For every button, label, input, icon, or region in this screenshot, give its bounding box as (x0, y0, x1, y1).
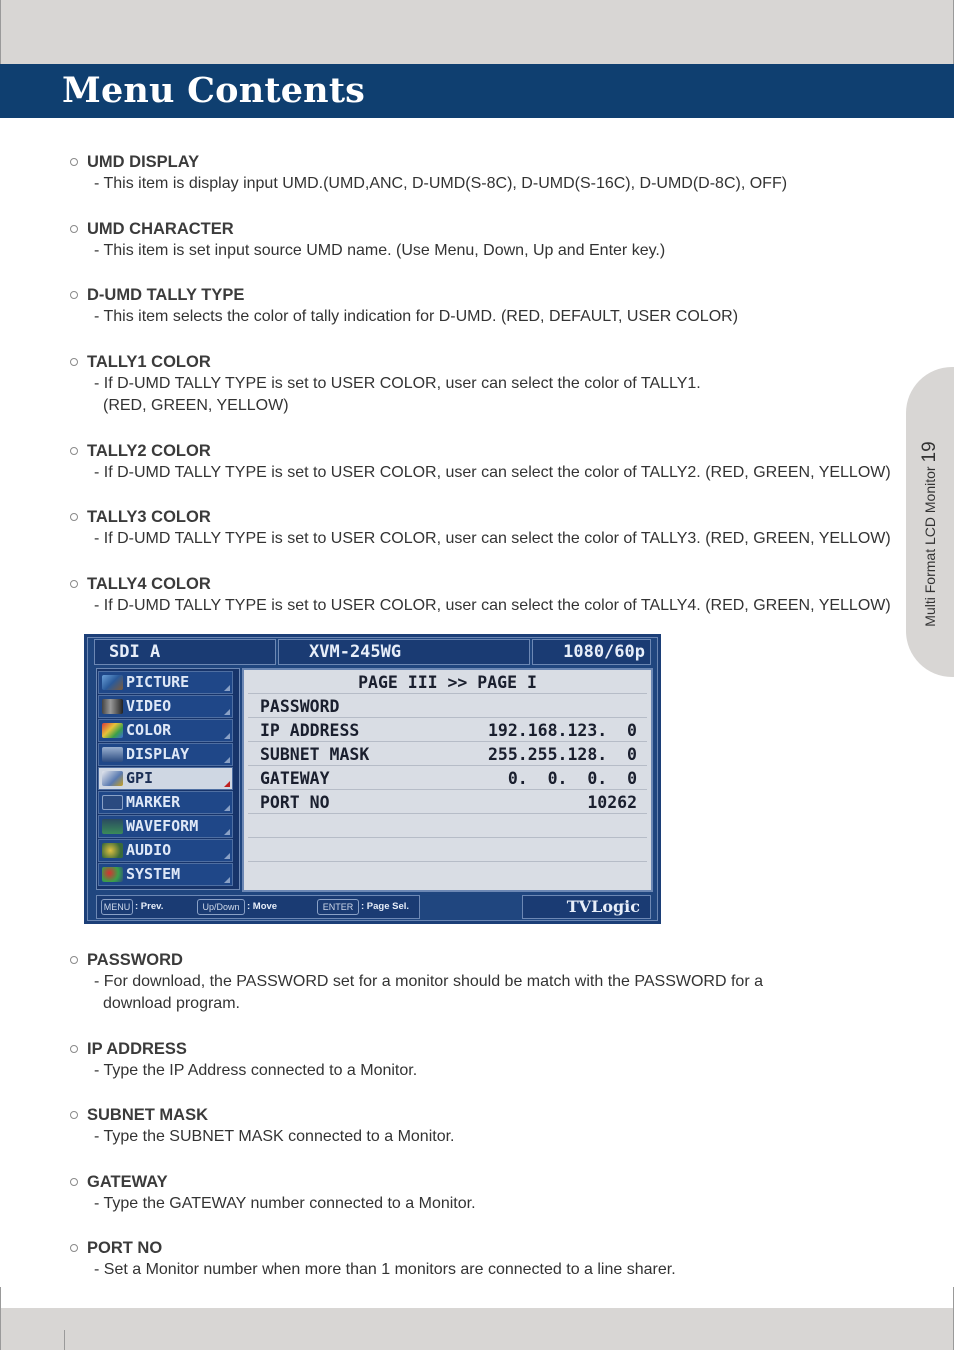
bullet-icon (70, 1045, 78, 1053)
menu-item-umd-display (70, 151, 787, 195)
submenu-arrow-icon (224, 877, 230, 883)
osd-row-port-no[interactable] (248, 791, 647, 814)
submenu-arrow-icon (224, 829, 230, 835)
osd-menu-display[interactable] (98, 743, 233, 766)
bottom-margin-band (0, 1308, 954, 1350)
submenu-arrow-icon (224, 709, 230, 715)
system-icon (102, 867, 123, 882)
submenu-arrow-icon (224, 733, 230, 739)
item-title-text: IP ADDRESS (87, 1040, 187, 1058)
osd-menu-label: GPI (126, 769, 154, 787)
menu-key: MENU (101, 899, 133, 915)
product-name: Multi Format LCD Monitor (922, 466, 938, 627)
osd-menu-label: VIDEO (126, 697, 172, 715)
bullet-icon (70, 158, 78, 166)
color-icon (102, 723, 123, 738)
waveform-icon (102, 819, 123, 834)
bullet-icon (70, 447, 78, 455)
osd-menu-label: PICTURE (126, 673, 190, 691)
item-title (70, 1171, 476, 1193)
submenu-arrow-icon (224, 781, 230, 787)
bullet-icon (70, 1244, 78, 1252)
enter-key-label: : Page Sel. (361, 901, 410, 912)
item-title (70, 949, 763, 971)
bullet-icon (70, 956, 78, 964)
item-description: - This item selects the color of tally indication for D-UMD. (RED, DEFAULT, USER COLOR) (94, 308, 739, 325)
page-number: 19 (919, 441, 940, 463)
item-description: - Set a Monitor number when more than 1 monitors are connected to a line sharer. (94, 1261, 676, 1278)
item-title (70, 1104, 454, 1126)
gpi-icon (102, 771, 123, 786)
item-title (70, 440, 891, 462)
osd-format-text: 1080/60p (563, 642, 645, 662)
display-icon (102, 747, 123, 762)
item-title-text: SUBNET MASK (87, 1106, 209, 1124)
osd-row-empty (248, 815, 647, 838)
item-title (70, 151, 787, 173)
osd-model-text: XVM-245WG (309, 642, 402, 662)
picture-icon (102, 675, 123, 690)
item-description: - If D-UMD TALLY TYPE is set to USER COLOR, user can select the color of TALLY1. (94, 375, 701, 392)
menu-key-label: : Prev. (135, 901, 164, 912)
item-title (70, 1038, 417, 1060)
menu-item-ip-address (70, 1038, 417, 1082)
osd-menu-label: SYSTEM (126, 865, 181, 883)
brand-logo: TVLogic (566, 897, 640, 916)
osd-page-heading[interactable] (248, 671, 647, 694)
menu-item-tally4-color (70, 573, 891, 617)
osd-format-label (532, 639, 651, 665)
item-title-text: TALLY4 COLOR (87, 575, 211, 593)
osd-menu-video[interactable] (98, 695, 233, 718)
item-description-cont: download program. (103, 995, 240, 1012)
osd-menu-picture[interactable] (98, 671, 233, 694)
item-description: - If D-UMD TALLY TYPE is set to USER COLOR, user can select the color of TALLY4. (RED, GREEN, YELLOW) (94, 597, 891, 614)
crop-mark (0, 0, 1, 64)
osd-menu-label: AUDIO (126, 841, 172, 859)
osd-menu-gpi[interactable] (98, 767, 233, 790)
item-title-text: UMD CHARACTER (87, 220, 234, 238)
item-description: - For download, the PASSWORD set for a monitor should be match with the PASSWORD for a (94, 973, 763, 990)
osd-menu-system[interactable] (98, 863, 233, 886)
menu-item-tally2-color (70, 440, 891, 484)
side-tab-label (919, 441, 941, 626)
item-title (70, 573, 891, 595)
page-title: Menu Contents (62, 70, 366, 111)
osd-row-password[interactable] (248, 695, 647, 718)
marker-icon (102, 795, 123, 810)
item-description: - Type the IP Address connected to a Monitor. (94, 1062, 418, 1079)
osd-row-empty (248, 839, 647, 862)
bullet-icon (70, 225, 78, 233)
item-title-text: GATEWAY (87, 1173, 168, 1191)
osd-menu-marker[interactable] (98, 791, 233, 814)
updown-key-label: : Move (247, 901, 278, 912)
osd-row-subnet-mask[interactable] (248, 743, 647, 766)
osd-model-label (278, 639, 530, 665)
osd-menu-label: DISPLAY (126, 745, 190, 763)
bullet-icon (70, 291, 78, 299)
item-title-text: TALLY2 COLOR (87, 442, 211, 460)
crop-mark (64, 1330, 65, 1350)
item-title-text: TALLY3 COLOR (87, 508, 211, 526)
item-title (70, 351, 701, 373)
item-description: - If D-UMD TALLY TYPE is set to USER COLOR, user can select the color of TALLY2. (RED, GREEN, YELLOW) (94, 464, 891, 481)
osd-row-value: 255.255.128. 0 (487, 745, 637, 764)
submenu-arrow-icon (224, 805, 230, 811)
osd-menu-label: MARKER (126, 793, 181, 811)
osd-row-value: 0. 0. 0. 0 (507, 769, 637, 788)
osd-row-key: IP ADDRESS (260, 721, 360, 740)
osd-menu-audio[interactable] (98, 839, 233, 862)
osd-menu-color[interactable] (98, 719, 233, 742)
osd-menu-label: WAVEFORM (126, 817, 199, 835)
item-description-cont: (RED, GREEN, YELLOW) (103, 397, 289, 414)
osd-menu-waveform[interactable] (98, 815, 233, 838)
menu-item-subnet-mask (70, 1104, 454, 1148)
item-description: - This item is display input UMD.(UMD,ANC, D-UMD(S-8C), D-UMD(S-16C), D-UMD(D-8C), OFF) (94, 175, 788, 192)
item-title-text: UMD DISPLAY (87, 153, 200, 171)
enter-key: ENTER (317, 899, 359, 915)
osd-row-key: PORT NO (260, 793, 330, 812)
osd-menu-list (96, 668, 240, 890)
item-description: - Type the SUBNET MASK connected to a Monitor. (94, 1128, 455, 1145)
item-description: - If D-UMD TALLY TYPE is set to USER COLOR, user can select the color of TALLY3. (RED, GREEN, YELLOW) (94, 530, 891, 547)
audio-icon (102, 843, 123, 858)
osd-row-empty (248, 863, 647, 885)
item-description: - Type the GATEWAY number connected to a Monitor. (94, 1195, 476, 1212)
menu-item-gateway (70, 1171, 476, 1215)
crop-mark (0, 1287, 1, 1350)
bullet-icon (70, 580, 78, 588)
top-margin-band (0, 0, 954, 64)
bullet-icon (70, 1111, 78, 1119)
menu-item-umd-character (70, 218, 665, 262)
osd-row-value: 192.168.123. 0 (487, 721, 637, 740)
menu-item-tally1-color (70, 351, 701, 417)
osd-menu-label: COLOR (126, 721, 172, 739)
item-title (70, 506, 891, 528)
osd-input-text: SDI A (109, 642, 161, 662)
osd-screenshot (84, 634, 661, 924)
menu-item-tally3-color (70, 506, 891, 550)
submenu-arrow-icon (224, 853, 230, 859)
menu-item-password (70, 949, 763, 1015)
osd-row-key: GATEWAY (260, 769, 330, 788)
submenu-arrow-icon (224, 685, 230, 691)
item-title (70, 1237, 676, 1259)
video-icon (102, 699, 123, 714)
updown-key: Up/Down (197, 899, 245, 915)
osd-row-value: 10262 (587, 793, 637, 812)
menu-item-d-umd-tally-type (70, 284, 738, 328)
osd-row-key: SUBNET MASK (260, 745, 370, 764)
osd-row-key: PASSWORD (260, 697, 340, 716)
item-title (70, 218, 665, 240)
osd-brand-box (522, 895, 651, 919)
osd-row-ip-address[interactable] (248, 719, 647, 742)
bullet-icon (70, 1178, 78, 1186)
item-title-text: PASSWORD (87, 951, 183, 969)
submenu-arrow-icon (224, 757, 230, 763)
osd-row-gateway[interactable] (248, 767, 647, 790)
osd-settings-panel (242, 668, 653, 892)
item-title (70, 284, 738, 306)
osd-key-guide (96, 895, 420, 919)
item-title-text: TALLY1 COLOR (87, 353, 211, 371)
item-description: - This item is set input source UMD name. (Use Menu, Down, Up and Enter key.) (94, 242, 666, 259)
bullet-icon (70, 358, 78, 366)
bullet-icon (70, 513, 78, 521)
osd-page-heading-text: PAGE III >> PAGE I (358, 673, 537, 692)
menu-item-port-no (70, 1237, 676, 1281)
item-title-text: PORT NO (87, 1239, 163, 1257)
item-title-text: D-UMD TALLY TYPE (87, 286, 245, 304)
osd-input-label (94, 639, 276, 665)
